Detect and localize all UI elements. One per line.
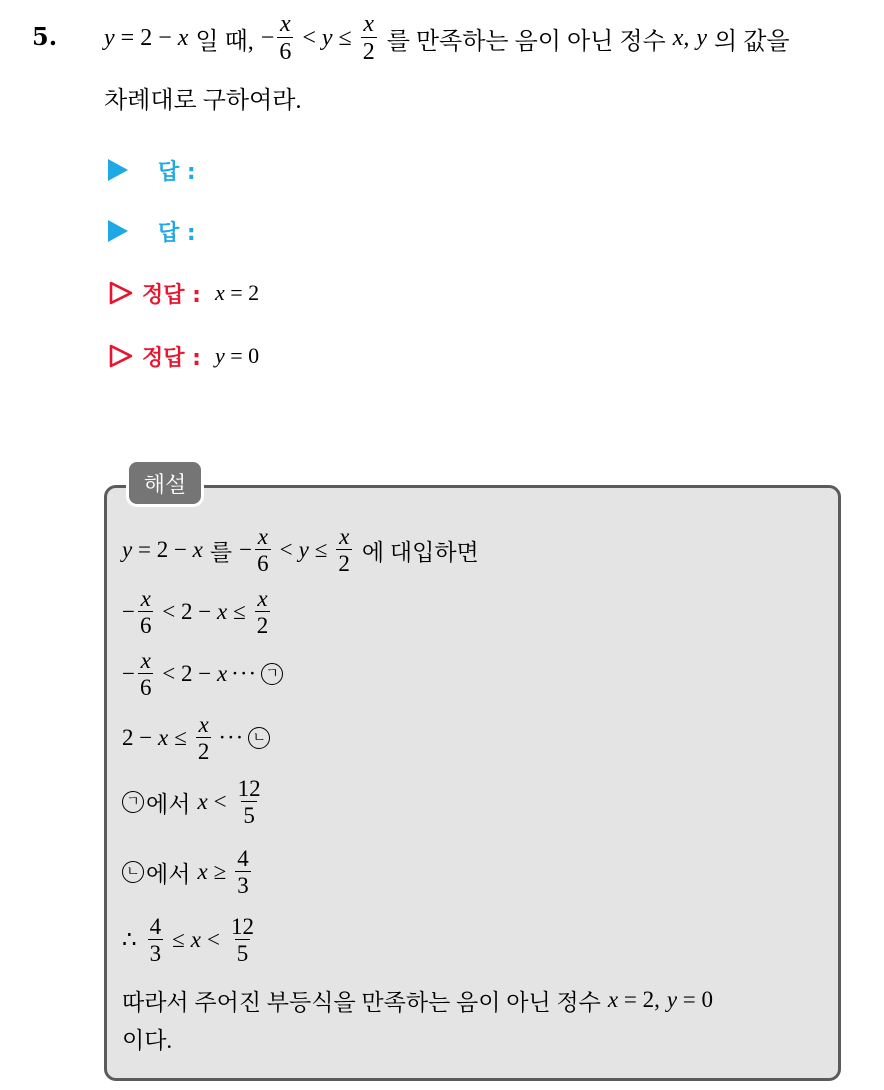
- answer-blank-1: [108, 153, 196, 187]
- expr: = 2 −: [132, 537, 193, 562]
- answer-value: = 0: [224, 343, 260, 368]
- answer-blank-2: [108, 214, 196, 248]
- fraction: [138, 649, 154, 699]
- numerator: x: [198, 712, 209, 737]
- value: = 2,: [618, 987, 660, 1012]
- correct-answer-label: 정답 :: [142, 345, 201, 371]
- fraction: [196, 713, 212, 763]
- solution-line-9: [122, 1020, 172, 1056]
- circled-label: ㄴ: [248, 727, 270, 749]
- circled-label: ㄱ: [261, 663, 283, 685]
- fraction: [235, 847, 251, 897]
- denominator: 6: [279, 39, 292, 65]
- fraction: [229, 915, 256, 965]
- question-line-2: 차례대로 구하여라.: [104, 88, 302, 114]
- ellipsis: ···: [218, 725, 245, 750]
- solution-line-6: [122, 844, 254, 900]
- outline-triangle-icon: [108, 280, 134, 306]
- text: 따라서 주어진 부등식을 만족하는 음이 아닌 정수: [122, 989, 601, 1015]
- correct-answer-1: [108, 276, 259, 310]
- question-text: 를 만족하는 음이 아닌 정수: [386, 28, 666, 55]
- correct-answer-label: 정답 :: [142, 282, 201, 308]
- numerator: x: [339, 524, 350, 549]
- var-x: x: [607, 987, 619, 1012]
- numerator: x: [257, 586, 268, 611]
- answer-var: x: [214, 280, 225, 305]
- ge-sign: ≥: [213, 859, 227, 884]
- denominator: 3: [237, 873, 249, 898]
- denominator: 2: [338, 551, 350, 576]
- var-x: x: [216, 599, 228, 624]
- denominator: 6: [257, 551, 269, 576]
- text: 에서: [146, 861, 191, 887]
- equation-part: = 2 −: [114, 24, 178, 51]
- var-y: y: [122, 537, 133, 562]
- denominator: 2: [197, 739, 210, 764]
- var-x: x: [192, 537, 203, 562]
- var-x: x: [157, 725, 169, 750]
- fraction-x-over-6: [277, 12, 293, 64]
- denominator: 2: [256, 613, 269, 638]
- le-sign: ≤: [233, 599, 246, 624]
- solution-line-1: [122, 522, 479, 578]
- solution-line-7: [122, 912, 259, 968]
- solution-line-8: [122, 982, 713, 1018]
- therefore-sign: ∴: [122, 927, 137, 952]
- answer-var: y: [214, 343, 225, 368]
- numerator: x: [363, 11, 375, 37]
- play-triangle-icon: [108, 220, 128, 242]
- le-sign: ≤: [172, 927, 185, 952]
- fraction-x-over-2: [361, 12, 377, 64]
- fraction: [148, 915, 164, 965]
- fraction: [255, 587, 271, 637]
- lt-sign: <: [302, 24, 316, 51]
- text: 를: [209, 539, 233, 565]
- question-text: 일 때,: [195, 28, 254, 55]
- var-x: x: [197, 789, 208, 814]
- text: 에서: [146, 791, 191, 817]
- circled-label: ㄱ: [122, 791, 144, 813]
- solution-line-5: [122, 774, 266, 830]
- answer-label: 답 :: [158, 159, 196, 185]
- question-number: 5.: [32, 22, 58, 51]
- expr: < 2 −: [156, 599, 217, 624]
- solution-line-4: [122, 710, 270, 766]
- answer-label: 답 :: [158, 220, 196, 246]
- minus-sign: −: [122, 599, 135, 624]
- denominator: 3: [149, 941, 162, 966]
- var-y: y: [696, 24, 708, 51]
- play-triangle-icon: [108, 159, 128, 181]
- value: = 0: [677, 987, 714, 1012]
- numerator: x: [257, 524, 268, 549]
- var-x: x,: [672, 24, 690, 51]
- lt-sign: <: [279, 537, 293, 562]
- question-text: 의 값을: [714, 28, 790, 55]
- solution-line-3: [122, 646, 283, 702]
- numerator: x: [140, 586, 151, 611]
- numerator: x: [140, 648, 151, 673]
- lt-sign: <: [206, 927, 220, 952]
- var-x: x: [190, 927, 201, 952]
- ellipsis: ···: [231, 661, 258, 686]
- numerator: 12: [237, 776, 261, 801]
- var-x: x: [216, 661, 228, 686]
- text: 에 대입하면: [361, 539, 479, 565]
- numerator: 12: [230, 914, 254, 939]
- var-x: x: [177, 24, 189, 51]
- numerator: 4: [149, 914, 162, 939]
- numerator: 4: [237, 846, 249, 871]
- minus-sign: −: [239, 537, 253, 562]
- question-line-1: [104, 10, 790, 66]
- le-sign: ≤: [174, 725, 187, 750]
- circled-label: ㄴ: [122, 861, 144, 883]
- var-y: y: [104, 24, 115, 51]
- denominator: 6: [139, 675, 152, 700]
- minus-sign: −: [260, 24, 275, 51]
- denominator: 5: [243, 803, 255, 828]
- expr: 2 −: [122, 725, 158, 750]
- expr: < 2 −: [156, 661, 217, 686]
- correct-answer-2: [108, 339, 259, 373]
- solution-line-2: [122, 584, 273, 640]
- denominator: 2: [362, 39, 375, 65]
- numerator: x: [279, 11, 291, 37]
- solution-tag: 해설: [129, 462, 201, 504]
- le-sign: ≤: [338, 24, 352, 51]
- le-sign: ≤: [314, 537, 328, 562]
- text: 이다.: [122, 1027, 173, 1053]
- fraction: [236, 777, 263, 827]
- fraction: [138, 587, 154, 637]
- minus-sign: −: [122, 661, 135, 686]
- var-x: x: [197, 859, 208, 884]
- var-y: y: [298, 537, 309, 562]
- var-y: y: [666, 987, 678, 1012]
- lt-sign: <: [213, 789, 227, 814]
- denominator: 6: [139, 613, 152, 638]
- var-y: y: [321, 24, 333, 51]
- answer-value: = 2: [224, 280, 260, 305]
- outline-triangle-icon: [108, 343, 134, 369]
- fraction: [255, 525, 271, 575]
- denominator: 5: [236, 941, 249, 966]
- fraction: [336, 525, 352, 575]
